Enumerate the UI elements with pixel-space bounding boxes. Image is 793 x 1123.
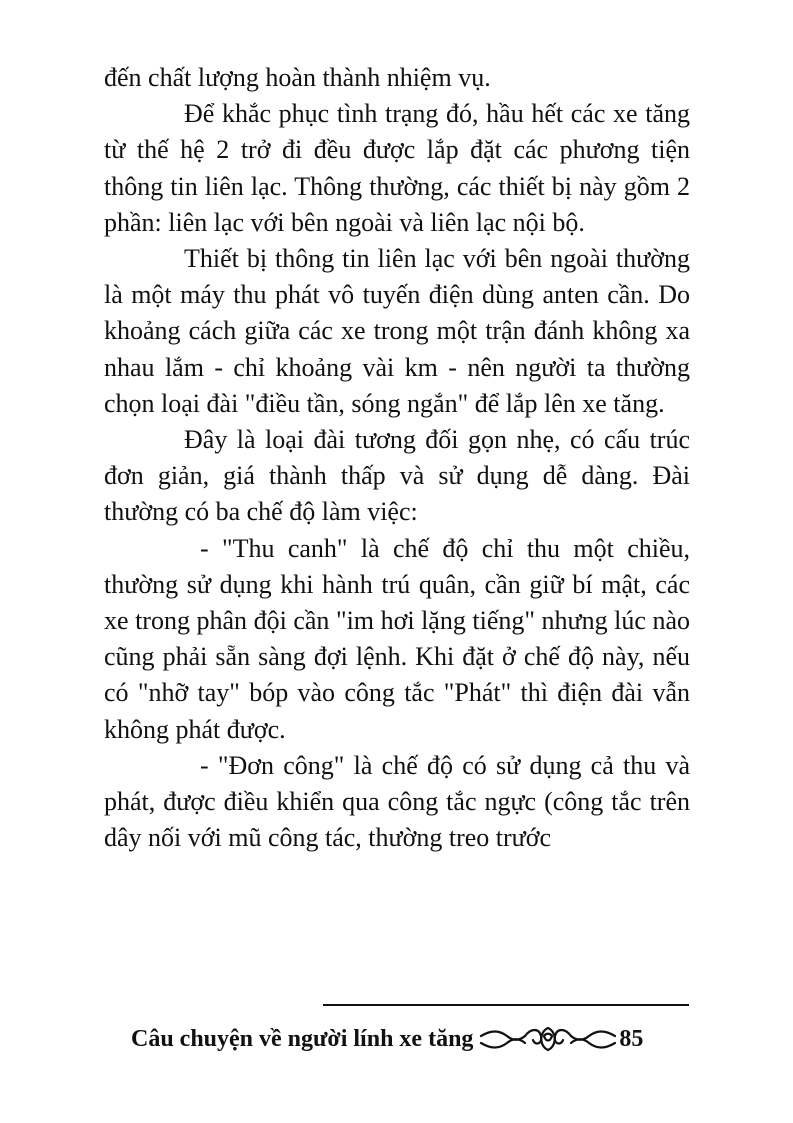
footer-rule [323,1004,689,1006]
decorative-flourish-icon [477,1024,619,1054]
paragraph-radio-modes: Đây là loại đài tương đối gọn nhẹ, có cấu trúc đơn giản, giá thành thấp và sử dụng dễ dàng. Đài thường có ba chế độ làm việc: [104,425,690,527]
list-item-receive-mode: - "Thu canh" là chế độ chỉ thu một chiều, thường sử dụng khi hành trú quân, cần giữ bí mật, các xe trong phân đội cần "im hơi lặng tiếng" nhưng lúc nào cũng phải sẵn sàng đợi lệnh. Khi đặt ở chế độ này, nếu có "nhỡ tay" bóp vào công tắc "Phát" thì điện đài vẫn không phát được. [104,533,690,744]
body-text [104,60,690,856]
page-footer [131,1022,691,1056]
list-item-simplex-mode: - "Đơn công" là chế độ có sử dụng cả thu và phát, được điều khiển qua công tắc ngực (công tắc trên dây nối với mũ công tác, thường treo trước [104,750,690,853]
book-title: Câu chuyện về người lính xe tăng [131,1025,474,1052]
paragraph-continuation: đến chất lượng hoàn thành nhiệm vụ. [104,63,491,92]
page-number: 85 [619,1025,644,1052]
paragraph-external-radio: Thiết bị thông tin liên lạc với bên ngoài thường là một máy thu phát vô tuyến điện dùng anten cần. Do khoảng cách giữa các xe trong một trận đánh không xa nhau lắm - chỉ khoảng vài km - nên người ta thường chọn loại đài "điều tần, sóng ngắn" để lắp lên xe tăng. [104,244,690,418]
paragraph-communication-equipment: Để khắc phục tình trạng đó, hầu hết các xe tăng từ thế hệ 2 trở đi đều được lắp đặt các phương tiện thông tin liên lạc. Thông thường, các thiết bị này gồm 2 phần: liên lạc với bên ngoài và liên lạc nội bộ. [104,99,690,237]
